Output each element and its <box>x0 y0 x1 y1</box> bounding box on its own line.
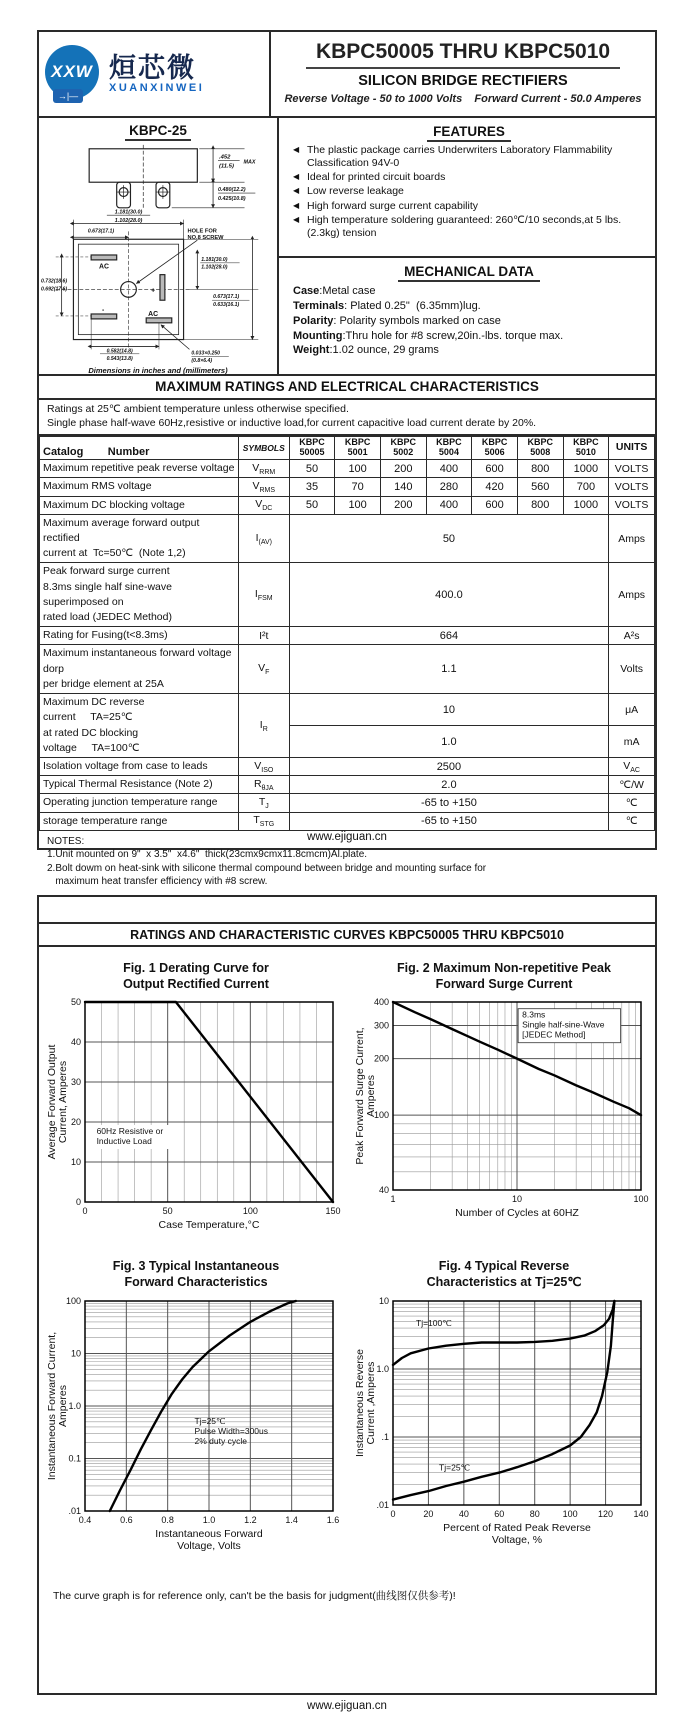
value-cell: 664 <box>289 627 609 645</box>
dim-height-den: (11.5) <box>218 163 234 170</box>
unit-cell: Volts <box>609 645 655 694</box>
chart-annotation: Pulse Width=300us <box>194 1425 269 1436</box>
company-name-cn: 烜芯微 <box>109 52 196 83</box>
chart-fig1 <box>45 996 345 1236</box>
note-line: maximum heat transfer efficiency with #8 screw. <box>47 876 268 888</box>
chart-annotation: Single half-sine-Wave <box>522 1019 605 1030</box>
x-axis-label: Percent of Rated Peak Reverse Voltage, % <box>443 1521 591 1546</box>
dim-terminal-num: 0.033×0.250 <box>191 350 220 357</box>
x-tick-label: 100 <box>562 1508 578 1519</box>
symbol-cell: $V_F$ <box>238 645 289 694</box>
x-tick-label: 120 <box>598 1508 614 1519</box>
value-cell: 1000 <box>563 496 609 514</box>
x-tick-label: 100 <box>633 1194 649 1205</box>
value-cell: 800 <box>517 496 563 514</box>
x-tick-label: 60 <box>494 1508 505 1519</box>
y-tick-label: 10 <box>378 1295 389 1306</box>
table-row <box>40 514 655 563</box>
dim-bottom-num: 0.582(14.8) <box>106 348 133 355</box>
table-row <box>40 460 655 478</box>
mechanical-data-section <box>279 258 655 374</box>
param-cell: Maximum RMS voltage <box>40 478 239 496</box>
chart-annotation: Inductive Load <box>96 1136 152 1147</box>
value-cell: 140 <box>380 478 426 496</box>
y-tick-label: 1.0 <box>68 1400 81 1411</box>
unit-cell: Amps <box>609 514 655 563</box>
x-tick-label: 80 <box>529 1508 540 1519</box>
param-cell: Maximum instantaneous forward voltage dorp per bridge element at 25A <box>40 645 239 694</box>
column-header-part: KBPC 5006 <box>472 437 518 460</box>
logo-mark-icon <box>45 45 103 103</box>
x-tick-label: 0 <box>82 1206 88 1217</box>
x-tick-label: 100 <box>242 1206 258 1217</box>
value-cell: 400 <box>426 496 472 514</box>
value-cell: 1.0 <box>289 726 609 758</box>
chart-annotation: Tj=100℃ <box>416 1317 452 1328</box>
param-cell: Maximum average forward output rectified current at Tc=50℃ (Note 1,2) <box>40 514 239 563</box>
figure-title: Fig. 2 Maximum Non-repetitive Peak Forward Surge Current <box>397 961 611 991</box>
features-section <box>279 118 655 258</box>
y-axis-label: Instantaneous ReverseCurrent ,Amperes <box>354 1348 377 1457</box>
chart-fig2 <box>353 996 653 1224</box>
param-cell: Maximum DC blocking voltage <box>40 496 239 514</box>
feature-item: ◀ The plastic package carries Underwriters Laboratory Flammability Classification 94V-0 <box>293 144 645 170</box>
package-outline-drawing <box>40 143 276 365</box>
x-tick-label: 50 <box>162 1206 173 1217</box>
symbol-cell: $V_{RMS}$ <box>238 478 289 496</box>
table-row <box>40 645 655 694</box>
x-axis-label: Number of Cycles at 60HZ <box>455 1207 579 1220</box>
curve-series-0 <box>393 1301 614 1365</box>
table-header-row <box>40 437 655 460</box>
value-cell: 35 <box>289 478 335 496</box>
package-name: KBPC-25 <box>125 123 191 141</box>
curve-series-1 <box>393 1301 614 1500</box>
company-name-en: XUANXINWEI <box>109 82 205 95</box>
terminal-label-minus: - <box>101 307 105 315</box>
mechanical-heading: MECHANICAL DATA <box>293 264 645 279</box>
figure-title: Fig. 3 Typical Instantaneous Forward Characteristics <box>112 1259 280 1289</box>
feature-item: ◀ High temperature soldering guaranteed: 260℃/10 seconds,at 5 lbs. (2.3kg) tension <box>293 214 645 240</box>
unit-cell: ℃/W <box>609 776 655 794</box>
symbol-cell: $V_{RRM}$ <box>238 460 289 478</box>
y-axis-label: Average Forward OutputCurrent, Amperes <box>46 1044 69 1160</box>
symbol-cell: I²t <box>238 627 289 645</box>
dim-right2-den: 0.633(16.1) <box>213 302 240 309</box>
symbol-cell: $I_{(AV)}$ <box>238 514 289 563</box>
y-tick-label: .01 <box>68 1505 81 1516</box>
terminal-label-plus: + <box>151 287 156 295</box>
param-cell: storage temperature range <box>40 812 239 830</box>
dim-width-num: 1.181(30.0) <box>114 209 143 216</box>
value-cell: 420 <box>472 478 518 496</box>
column-header-symbols: SYMBOLS <box>238 437 289 460</box>
chart-annotation: Tj=25℃ <box>439 1462 471 1473</box>
preamble-line-1: Ratings at 25℃ ambient temperature unless otherwise specified. <box>47 403 349 415</box>
title-block <box>271 32 655 116</box>
x-tick-label: 1 <box>390 1194 396 1205</box>
dim-left-den: 0.692(17.6) <box>40 286 68 293</box>
x-axis-label: Instantaneous Forward Voltage, Volts <box>155 1527 263 1552</box>
chart-fig4 <box>353 1295 653 1551</box>
table-row <box>40 776 655 794</box>
x-tick-label: 0.8 <box>161 1514 174 1525</box>
feature-item: ◀ High forward surge current capability <box>293 200 645 213</box>
ratings-preamble <box>39 400 655 436</box>
symbol-cell: $I_R$ <box>238 694 289 758</box>
table-row <box>40 758 655 776</box>
x-axis-label: Case Temperature,°C <box>158 1219 260 1232</box>
value-cell: 1.1 <box>289 645 609 694</box>
mech-item: Mounting:Thru hole for #8 screw,20in.-lbs. torque max. <box>293 329 564 342</box>
website-url[interactable]: www.ejiguan.cn <box>307 831 387 843</box>
value-cell: 400 <box>426 460 472 478</box>
y-tick-label: 200 <box>373 1053 389 1064</box>
notes-heading: NOTES: <box>47 835 85 847</box>
column-header-part: KBPC 5002 <box>380 437 426 460</box>
value-cell: 10 <box>289 694 609 726</box>
mech-item: Case:Metal case <box>293 285 376 297</box>
x-tick-label: 0.6 <box>120 1514 133 1525</box>
figure-title: Fig. 4 Typical Reverse Characteristics at Tj=25℃ <box>426 1259 582 1289</box>
features-list <box>293 144 645 240</box>
y-tick-label: 100 <box>65 1295 81 1306</box>
x-tick-label: 10 <box>511 1194 523 1205</box>
column-header-units: UNITS <box>609 437 655 460</box>
table-row <box>40 694 655 726</box>
table-row <box>40 478 655 496</box>
symbol-cell: $T_{STG}$ <box>238 812 289 830</box>
y-tick-label: 400 <box>373 997 389 1008</box>
logo-text <box>109 54 204 94</box>
value-cell: -65 to +150 <box>289 812 609 830</box>
symbol-cell: $R_{\theta JA}$ <box>238 776 289 794</box>
chart-annotation: 60Hz Resistive or <box>96 1126 164 1137</box>
chart-fig3 <box>45 1295 345 1557</box>
param-cell: Peak forward surge current 8.3ms single half sine-wave superimposed on rated load (JEDEC Method) <box>40 563 239 627</box>
dim-terminal-den: (0.8×6.4) <box>191 358 213 365</box>
value-cell: 50 <box>289 496 335 514</box>
value-cell: 1000 <box>563 460 609 478</box>
y-tick-label: 20 <box>70 1117 81 1128</box>
feature-item: ◀ Low reverse leakage <box>293 185 645 198</box>
value-cell: 280 <box>426 478 472 496</box>
param-cell: Typical Thermal Resistance (Note 2) <box>40 776 239 794</box>
value-cell: 100 <box>335 496 381 514</box>
y-tick-label: 50 <box>70 997 81 1008</box>
chart-annotation: 8.3ms <box>522 1009 546 1020</box>
dim-bottom-den: 0.543(13.8) <box>106 356 133 363</box>
value-cell: 50 <box>289 514 609 563</box>
dim-left-num: 0.732(18.6) <box>40 278 68 285</box>
x-tick-label: 1.0 <box>202 1514 216 1525</box>
value-cell: 2500 <box>289 758 609 776</box>
symbol-cell: $I_{FSM}$ <box>238 563 289 627</box>
unit-cell: mA <box>609 726 655 758</box>
x-tick-label: 0.4 <box>78 1514 92 1525</box>
dim-lug-num: 0.480(12.2) <box>217 187 246 194</box>
value-cell: 800 <box>517 460 563 478</box>
mech-item: Terminals: Plated 0.25" (6.35mm)lug. <box>293 299 481 312</box>
document-header <box>39 32 655 118</box>
value-cell: 200 <box>380 460 426 478</box>
param-cell: Isolation voltage from case to leads <box>40 758 239 776</box>
part-number-title: KBPC50005 THRU KBPC5010 <box>315 40 611 63</box>
note-line: 2.Bolt dowm on heat-sink with silicone thermal compound between bridge and mounting surface for <box>47 862 487 874</box>
unit-cell: VOLTS <box>609 478 655 496</box>
dim-height-max: MAX <box>243 159 256 166</box>
y-tick-label: 40 <box>378 1185 389 1196</box>
y-axis-label: Instantaneous Forward Current,Amperes <box>46 1331 69 1480</box>
x-tick-label: 0 <box>390 1508 396 1519</box>
hole-callout-line1: HOLE FOR <box>187 228 217 235</box>
x-tick-label: 20 <box>423 1508 434 1519</box>
notes-lines <box>47 848 647 889</box>
column-header-part: KBPC 5008 <box>517 437 563 460</box>
unit-cell: $V_{AC}$ <box>609 758 655 776</box>
figure-title: Fig. 1 Derating Curve for Output Rectified Current <box>123 961 269 991</box>
y-tick-label: 0.1 <box>68 1453 81 1463</box>
param-cell: Rating for Fusing(t<8.3ms) <box>40 627 239 645</box>
company-logo <box>39 32 271 116</box>
value-cell: 400.0 <box>289 563 609 627</box>
dim-lug-den: 0.425(10.8) <box>217 195 246 202</box>
chart-annotation: Tj=25℃ <box>194 1415 226 1426</box>
figure-4 <box>347 1259 655 1561</box>
y-tick-label: 10 <box>70 1157 81 1168</box>
curves-banner: RATINGS AND CHARACTERISTIC CURVES KBPC50005 THRU KBPC5010 <box>39 922 655 947</box>
drawing-caption: Dimensions in inches and (millimeters) <box>88 366 228 375</box>
dim-offset-top-num: 0.673(17.1) <box>87 228 115 235</box>
dim-width-den: 1.102(28.0) <box>114 218 143 225</box>
y-tick-label: 300 <box>373 1020 389 1031</box>
value-cell: 600 <box>472 460 518 478</box>
preamble-line-2: Single phase half-wave 60Hz,resistive or inductive load,for current capacitive load current derate by 20%. <box>47 416 537 429</box>
curve-series-0 <box>85 1002 333 1202</box>
ratings-tagline: Reverse Voltage - 50 to 1000 Volts Forward Current - 50.0 Amperes <box>284 93 642 105</box>
table-row <box>40 563 655 627</box>
unit-cell: μA <box>609 694 655 726</box>
y-tick-label: .01 <box>376 1499 389 1510</box>
unit-cell: VOLTS <box>609 496 655 514</box>
title-divider <box>306 67 621 69</box>
x-tick-label: 140 <box>633 1508 649 1519</box>
figure-grid <box>39 961 655 1562</box>
unit-cell: Amps <box>609 563 655 627</box>
column-header-part: KBPC 5010 <box>563 437 609 460</box>
column-header-part: KBPC 5004 <box>426 437 472 460</box>
mech-item: Weight:1.02 ounce, 29 grams <box>293 344 439 357</box>
y-tick-label: 100 <box>373 1110 389 1121</box>
symbol-cell: $V_{ISO}$ <box>238 758 289 776</box>
table-row <box>40 627 655 645</box>
figure-1 <box>39 961 347 1241</box>
y-tick-label: 10 <box>70 1348 81 1358</box>
column-header-catalog: Catalog Number <box>40 437 239 460</box>
table-row <box>40 496 655 514</box>
logo-letters: XXW <box>51 62 93 81</box>
page-1 <box>37 30 657 888</box>
device-type-subtitle: SILICON BRIDGE RECTIFIERS <box>358 73 568 89</box>
dim-right1-den: 1.102(28.0) <box>201 264 228 271</box>
figure-3 <box>39 1259 347 1561</box>
x-tick-label: 1.2 <box>244 1514 257 1525</box>
ratings-banner: MAXIMUM RATINGS AND ELECTRICAL CHARACTERISTICS <box>39 376 655 400</box>
unit-cell: VOLTS <box>609 460 655 478</box>
terminal-label-ac-top: AC <box>99 263 109 271</box>
param-cell: Operating junction temperature range <box>40 794 239 812</box>
mechanical-list <box>293 284 645 358</box>
page-2 <box>37 895 657 1695</box>
value-cell: -65 to +150 <box>289 794 609 812</box>
unit-cell: ℃ <box>609 794 655 812</box>
value-cell: 200 <box>380 496 426 514</box>
param-cell: Maximum DC reverse current TA=25℃ at rated DC blocking voltage TA=100℃ <box>40 694 239 758</box>
unit-cell: A²s <box>609 627 655 645</box>
hole-callout-line2: NO.8 SCREW <box>187 235 224 242</box>
column-header-part: KBPC 5001 <box>335 437 381 460</box>
value-cell: 700 <box>563 478 609 496</box>
note-line: 1.Unit mounted on 9" x 3.5" x4.6" thick(23cmx9cmx11.8cmcm)Al.plate. <box>47 849 368 861</box>
dim-height-num: .452 <box>218 154 231 161</box>
y-tick-label: 30 <box>70 1077 81 1088</box>
ratings-table <box>39 436 655 831</box>
package-drawing-section <box>39 118 279 374</box>
mech-item: Polarity: Polarity symbols marked on case <box>293 314 501 327</box>
diode-symbol-icon: →|— <box>53 89 83 103</box>
value-cell: 2.0 <box>289 776 609 794</box>
x-tick-label: 40 <box>458 1508 469 1519</box>
x-tick-label: 1.6 <box>326 1514 340 1525</box>
terminal-label-ac-bottom: AC <box>148 310 159 318</box>
chart-annotation: [JEDEC Method] <box>522 1029 586 1040</box>
y-tick-label: 40 <box>70 1037 81 1048</box>
feature-item: ◀ Ideal for printed circuit boards <box>293 171 645 184</box>
features-heading: FEATURES <box>293 124 645 139</box>
dim-right1-num: 1.181(30.0) <box>201 256 228 263</box>
figure-2 <box>347 961 655 1241</box>
unit-cell: ℃ <box>609 812 655 830</box>
value-cell: 50 <box>289 460 335 478</box>
y-tick-label: .1 <box>381 1431 389 1442</box>
symbol-cell: $V_{DC}$ <box>238 496 289 514</box>
curve-disclaimer: The curve graph is for reference only, can't be the basis for judgment(曲线图仅供参考)! <box>53 1589 456 1602</box>
column-header-part: KBPC 50005 <box>289 437 335 460</box>
y-tick-label: 1.0 <box>376 1363 389 1374</box>
value-cell: 100 <box>335 460 381 478</box>
table-row <box>40 794 655 812</box>
website-url-2[interactable]: www.ejiguan.cn <box>307 1700 387 1712</box>
param-cell: Maximum repetitive peak reverse voltage <box>40 460 239 478</box>
dim-right2-num: 0.673(17.1) <box>213 294 240 301</box>
value-cell: 560 <box>517 478 563 496</box>
chart-annotation: 2% duty cycle <box>194 1435 247 1446</box>
value-cell: 600 <box>472 496 518 514</box>
y-axis-label: Peak Forward Surge Current,Amperes <box>354 1027 377 1165</box>
value-cell: 70 <box>335 478 381 496</box>
symbol-cell: $T_J$ <box>238 794 289 812</box>
x-tick-label: 150 <box>325 1206 341 1217</box>
table-row <box>40 812 655 830</box>
y-tick-label: 0 <box>75 1197 81 1208</box>
x-tick-label: 1.4 <box>285 1514 298 1525</box>
